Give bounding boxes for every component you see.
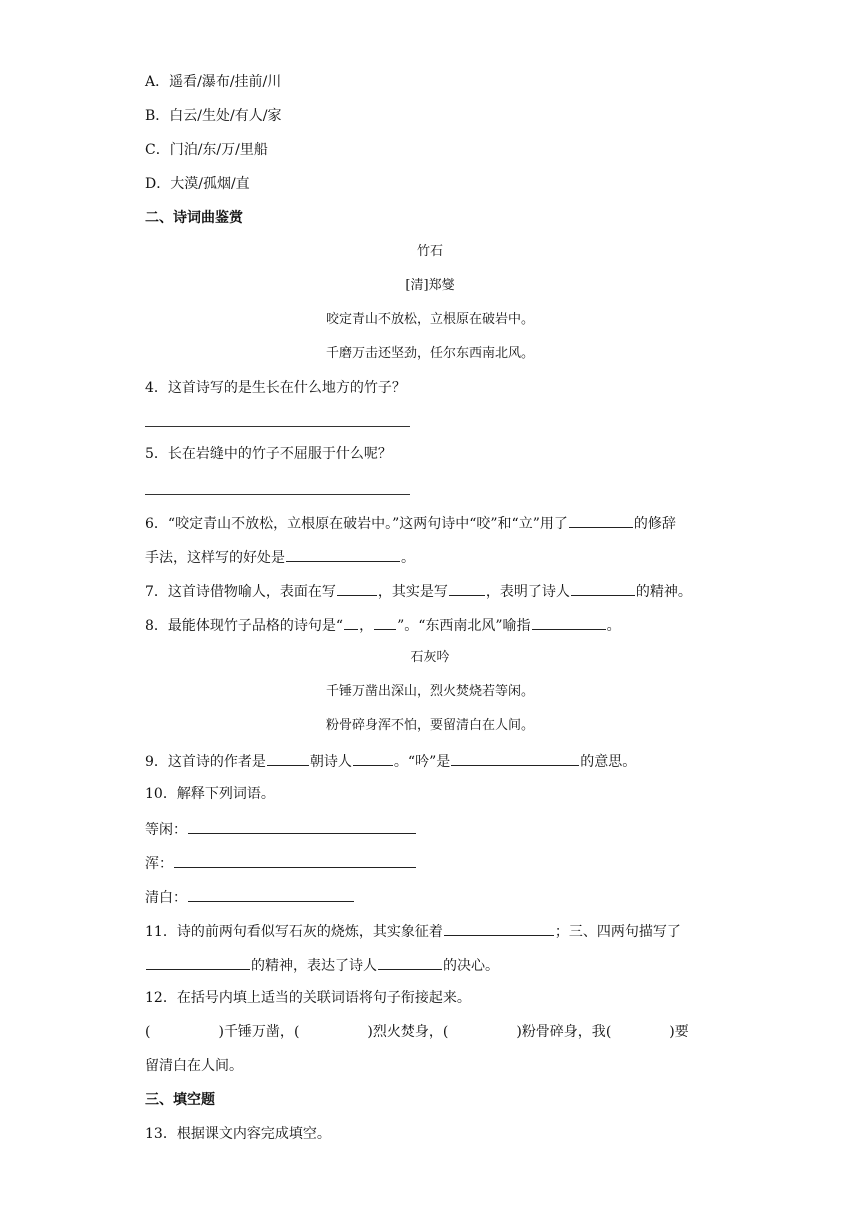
option-c: [145, 140, 268, 160]
option-letter: B．: [145, 108, 170, 124]
option-letter: C．: [145, 142, 170, 158]
question-5: 5．长在岩缝中的竹子不屈服于什么呢？: [145, 446, 392, 462]
blank-term-1[interactable]: [188, 818, 416, 834]
blank-term-2[interactable]: [174, 852, 416, 868]
question-11: 11．诗的前两句看似写石灰的烧炼，其实象征着 ；三、四两句描写了: [145, 920, 681, 942]
question-12-cont: 留清白在人间。: [145, 1058, 243, 1074]
blank-spirit[interactable]: [571, 580, 635, 596]
question-12: 12．在括号内填上适当的关联词语将句子衔接起来。: [145, 990, 471, 1006]
blank-rhetoric[interactable]: [569, 512, 633, 528]
option-letter: D．: [145, 176, 171, 192]
option-letter: A．: [145, 74, 170, 90]
question-12-sentence: ( )千锤万凿，( )烈火焚身，( )粉骨碎身，我( )要: [145, 1024, 689, 1040]
option-text: 门泊/东/万/里船: [169, 142, 268, 158]
blank-meaning[interactable]: [451, 750, 579, 766]
question-10: 10．解释下列词语。: [145, 786, 275, 802]
option-text: 白云/生处/有人/家: [169, 108, 282, 124]
poem1-title: 竹石: [416, 244, 443, 259]
section-title-fill: 三、填空题: [145, 1092, 215, 1108]
question-8: 8．最能体现竹子品格的诗句是“ ， ”。“东西南北风”喻指 。: [145, 614, 621, 636]
blank-surface[interactable]: [337, 580, 377, 596]
blank-term-3[interactable]: [188, 886, 354, 902]
blank-symbolize[interactable]: [444, 920, 554, 936]
blank-dynasty[interactable]: [267, 750, 309, 766]
option-a: [145, 72, 281, 92]
blank-poet[interactable]: [353, 750, 393, 766]
term-hun: 浑：: [145, 852, 417, 874]
question-11-cont: 的精神，表达了诗人 的决心。: [145, 954, 499, 976]
blank-benefit[interactable]: [286, 546, 400, 562]
poem2-line-2: 粉骨碎身浑不怕，要留清白在人间。: [325, 718, 534, 733]
term-qingbai: 清白：: [145, 886, 355, 908]
poem2-line-1: 千锤万凿出深山，烈火焚烧若等闲。: [325, 684, 534, 699]
question-6-cont: 手法，这样写的好处是 。: [145, 546, 415, 568]
answer-line-q5[interactable]: [145, 494, 410, 495]
option-b: [145, 106, 281, 126]
question-4: 4．这首诗写的是生长在什么地方的竹子？: [145, 380, 406, 396]
option-text: 遥看/瀑布/挂前/川: [169, 74, 282, 90]
question-6: 6．“咬定青山不放松，立根原在破岩中。”这两句诗中“咬”和“立”用了 的修辞: [145, 512, 676, 534]
blank-spirit-2[interactable]: [146, 954, 250, 970]
poem2-title: 石灰吟: [410, 650, 450, 665]
option-d: [145, 174, 250, 194]
question-13: 13．根据课文内容完成填空。: [145, 1126, 331, 1142]
blank-metaphor[interactable]: [532, 614, 606, 630]
question-9: 9．这首诗的作者是 朝诗人 。“吟”是 的意思。: [145, 750, 636, 772]
blank-actual[interactable]: [449, 580, 485, 596]
poem1-line-1: 咬定青山不放松，立根原在破岩中。: [325, 312, 534, 327]
poem1-author: [清]郑燮: [405, 278, 455, 293]
blank-line-a[interactable]: [344, 614, 358, 630]
poem1-line-2: 千磨万击还坚劲，任尔东西南北风。: [325, 346, 534, 361]
section-title-poetry: 二、诗词曲鉴赏: [145, 210, 243, 226]
term-dengxian: 等闲：: [145, 818, 417, 840]
answer-line-q4[interactable]: [145, 426, 410, 427]
blank-line-b[interactable]: [374, 614, 396, 630]
blank-resolve[interactable]: [378, 954, 442, 970]
option-text: 大漠/孤烟/直: [170, 176, 250, 192]
question-7: 7．这首诗借物喻人，表面在写 ，其实是写 ，表明了诗人 的精神。: [145, 580, 692, 602]
